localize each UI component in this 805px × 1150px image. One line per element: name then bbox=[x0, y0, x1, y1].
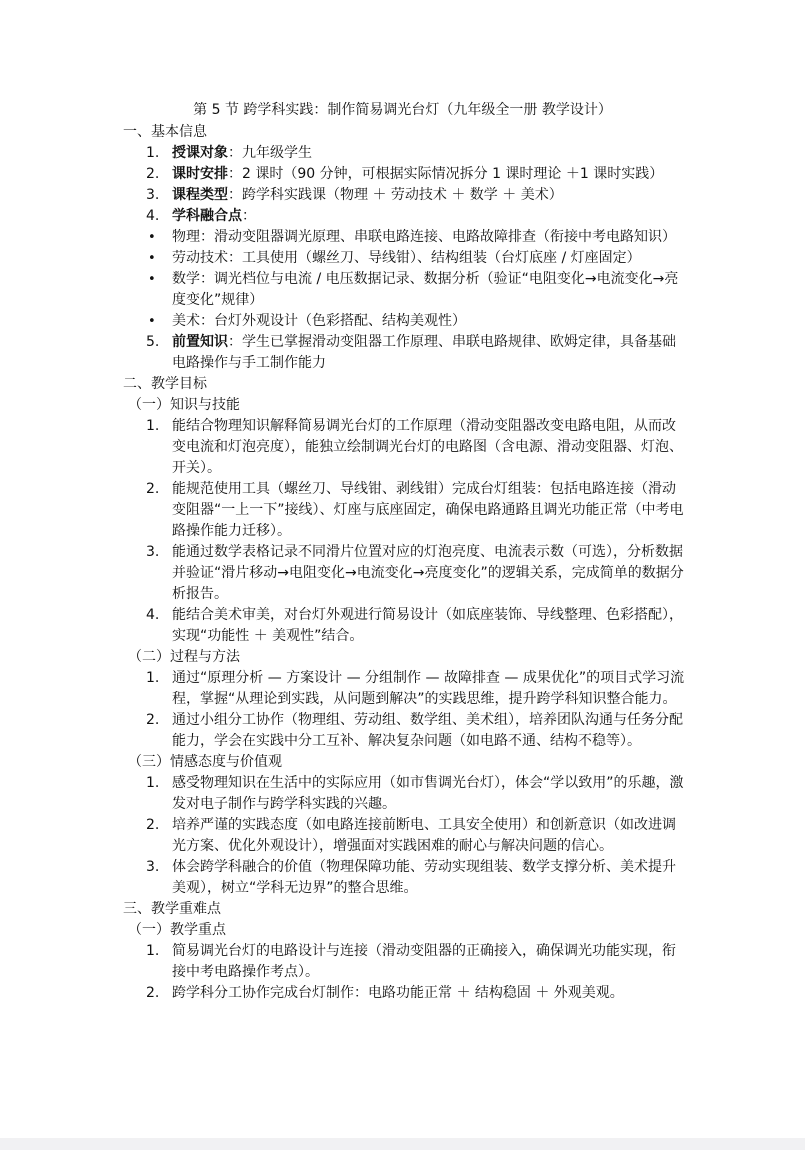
item-text: ：2 课时（90 分钟，可根据实际情况拆分 1 课时理论 ＋1 课时实践） bbox=[228, 166, 664, 182]
item-text: 能通过数学表格记录不同滑片位置对应的灯泡亮度、电流表示数（可选），分析数据并验证“滑片移动→电阻变化→电流变化→亮度变化”的逻辑关系，完成简单的数据分析报告。 bbox=[172, 544, 684, 602]
bullet: • bbox=[148, 251, 156, 266]
bullet-item bbox=[0, 227, 805, 248]
list-number: 1. bbox=[146, 418, 160, 434]
bullet-text: 数学：调光档位与电流 / 电压数据记录、数据分析（验证“电阻变化→电流变化→亮度变化”规律） bbox=[172, 271, 679, 308]
bullet: • bbox=[148, 230, 156, 245]
bullet-item bbox=[0, 311, 805, 332]
list-item bbox=[0, 164, 805, 185]
list-number: 1. bbox=[146, 670, 160, 686]
section-heading-objectives: 二、教学目标 bbox=[123, 376, 207, 392]
list-item bbox=[0, 416, 805, 479]
item-text: 体会跨学科融合的价值（物理保障功能、劳动实现组装、数学支撑分析、美术提升美观），树立“学科无边界”的整合思维。 bbox=[172, 859, 676, 896]
list-number: 4. bbox=[146, 208, 160, 224]
bullet-text: 物理：滑动变阻器调光原理、串联电路连接、电路故障排查（衔接中考电路知识） bbox=[172, 229, 676, 245]
list-item bbox=[0, 185, 805, 206]
bullet-text: 美术：台灯外观设计（色彩搭配、结构美观性） bbox=[172, 313, 466, 329]
list-number: 2. bbox=[146, 166, 160, 182]
bullet-item bbox=[0, 248, 805, 269]
item-text: 通过小组分工协作（物理组、劳动组、数学组、美术组），培养团队沟通与任务分配能力，学会在实践中分工互补、解决复杂问题（如电路不通、结构不稳等）。 bbox=[172, 712, 683, 749]
list-number: 4. bbox=[146, 607, 160, 623]
list-item bbox=[0, 542, 805, 605]
list-item bbox=[0, 143, 805, 164]
item-text: 感受物理知识在生活中的实际应用（如市售调光台灯），体会“学以致用”的乐趣，激发对电子制作与跨学科实践的兴趣。 bbox=[172, 775, 684, 812]
item-text: 简易调光台灯的电路设计与连接（滑动变阻器的正确接入，确保调光功能实现，衔接中考电路操作考点）。 bbox=[172, 943, 676, 980]
list-number: 2. bbox=[146, 481, 160, 497]
list-number: 2. bbox=[146, 712, 160, 728]
subsection-heading: （一）知识与技能 bbox=[128, 397, 240, 413]
list-item bbox=[0, 857, 805, 899]
item-text: ： bbox=[242, 208, 256, 224]
item-label: 前置知识 bbox=[172, 334, 228, 350]
item-text: ：跨学科实践课（物理 ＋ 劳动技术 ＋ 数学 ＋ 美术） bbox=[228, 187, 563, 203]
list-number: 1. bbox=[146, 775, 160, 791]
list-item bbox=[0, 479, 805, 542]
item-text: ：学生已掌握滑动变阻器工作原理、串联电路规律、欧姆定律，具备基础电路操作与手工制作能力 bbox=[172, 334, 676, 371]
item-text: 能规范使用工具（螺丝刀、导线钳、剥线钳）完成台灯组装：包括电路连接（滑动变阻器“一上一下”接线）、灯座与底座固定，确保电路通路且调光功能正常（中考电路操作能力迁移）。 bbox=[172, 481, 684, 539]
item-text: ：九年级学生 bbox=[228, 145, 312, 161]
bullet-text: 劳动技术：工具使用（螺丝刀、导线钳）、结构组装（台灯底座 / 灯座固定） bbox=[172, 250, 641, 266]
list-item bbox=[0, 941, 805, 983]
list-item bbox=[0, 605, 805, 647]
list-number: 2. bbox=[146, 817, 160, 833]
list-item bbox=[0, 332, 805, 374]
item-label: 授课对象 bbox=[172, 145, 228, 161]
subsection-heading: （三）情感态度与价值观 bbox=[128, 754, 282, 770]
item-text: 通过“原理分析 — 方案设计 — 分组制作 — 故障排查 — 成果优化”的项目式学习流程，掌握“从理论到实践，从问题到解决”的实践思维，提升跨学科知识整合能力。 bbox=[172, 670, 685, 707]
list-number: 1. bbox=[146, 943, 160, 959]
list-number: 3. bbox=[146, 859, 160, 875]
list-item bbox=[0, 710, 805, 752]
list-item bbox=[0, 206, 805, 227]
list-number: 2. bbox=[146, 985, 160, 1001]
item-text: 跨学科分工协作完成台灯制作：电路功能正常 ＋ 结构稳固 ＋ 外观美观。 bbox=[172, 985, 624, 1001]
bullet-item bbox=[0, 269, 805, 311]
bullet: • bbox=[148, 272, 156, 287]
list-item bbox=[0, 983, 805, 1004]
list-number: 3. bbox=[146, 544, 160, 560]
item-label: 课时安排 bbox=[172, 166, 228, 182]
item-label: 学科融合点 bbox=[172, 208, 242, 224]
list-number: 3. bbox=[146, 187, 160, 203]
list-item bbox=[0, 773, 805, 815]
section-heading-key-points: 三、教学重难点 bbox=[123, 901, 221, 917]
item-text: 能结合物理知识解释简易调光台灯的工作原理（滑动变阻器改变电路电阻，从而改变电流和灯泡亮度），能独立绘制调光台灯的电路图（含电源、滑动变阻器、灯泡、开关）。 bbox=[172, 418, 683, 476]
document-title: 第 5 节 跨学科实践：制作简易调光台灯（九年级全一册 教学设计） bbox=[193, 102, 612, 118]
bullet: • bbox=[148, 314, 156, 329]
list-item bbox=[0, 815, 805, 857]
subsection-heading: （一）教学重点 bbox=[128, 922, 226, 938]
item-text: 培养严谨的实践态度（如电路连接前断电、工具安全使用）和创新意识（如改进调光方案、优化外观设计），增强面对实践困难的耐心与解决问题的信心。 bbox=[172, 817, 676, 854]
list-item bbox=[0, 668, 805, 710]
item-text: 能结合美术审美，对台灯外观进行简易设计（如底座装饰、导线整理、色彩搭配），实现“功能性 ＋ 美观性”结合。 bbox=[172, 607, 683, 644]
list-number: 5. bbox=[146, 334, 160, 350]
section-heading-basic-info: 一、基本信息 bbox=[123, 124, 207, 140]
list-number: 1. bbox=[146, 145, 160, 161]
item-label: 课程类型 bbox=[172, 187, 228, 203]
subsection-heading: （二）过程与方法 bbox=[128, 649, 240, 665]
